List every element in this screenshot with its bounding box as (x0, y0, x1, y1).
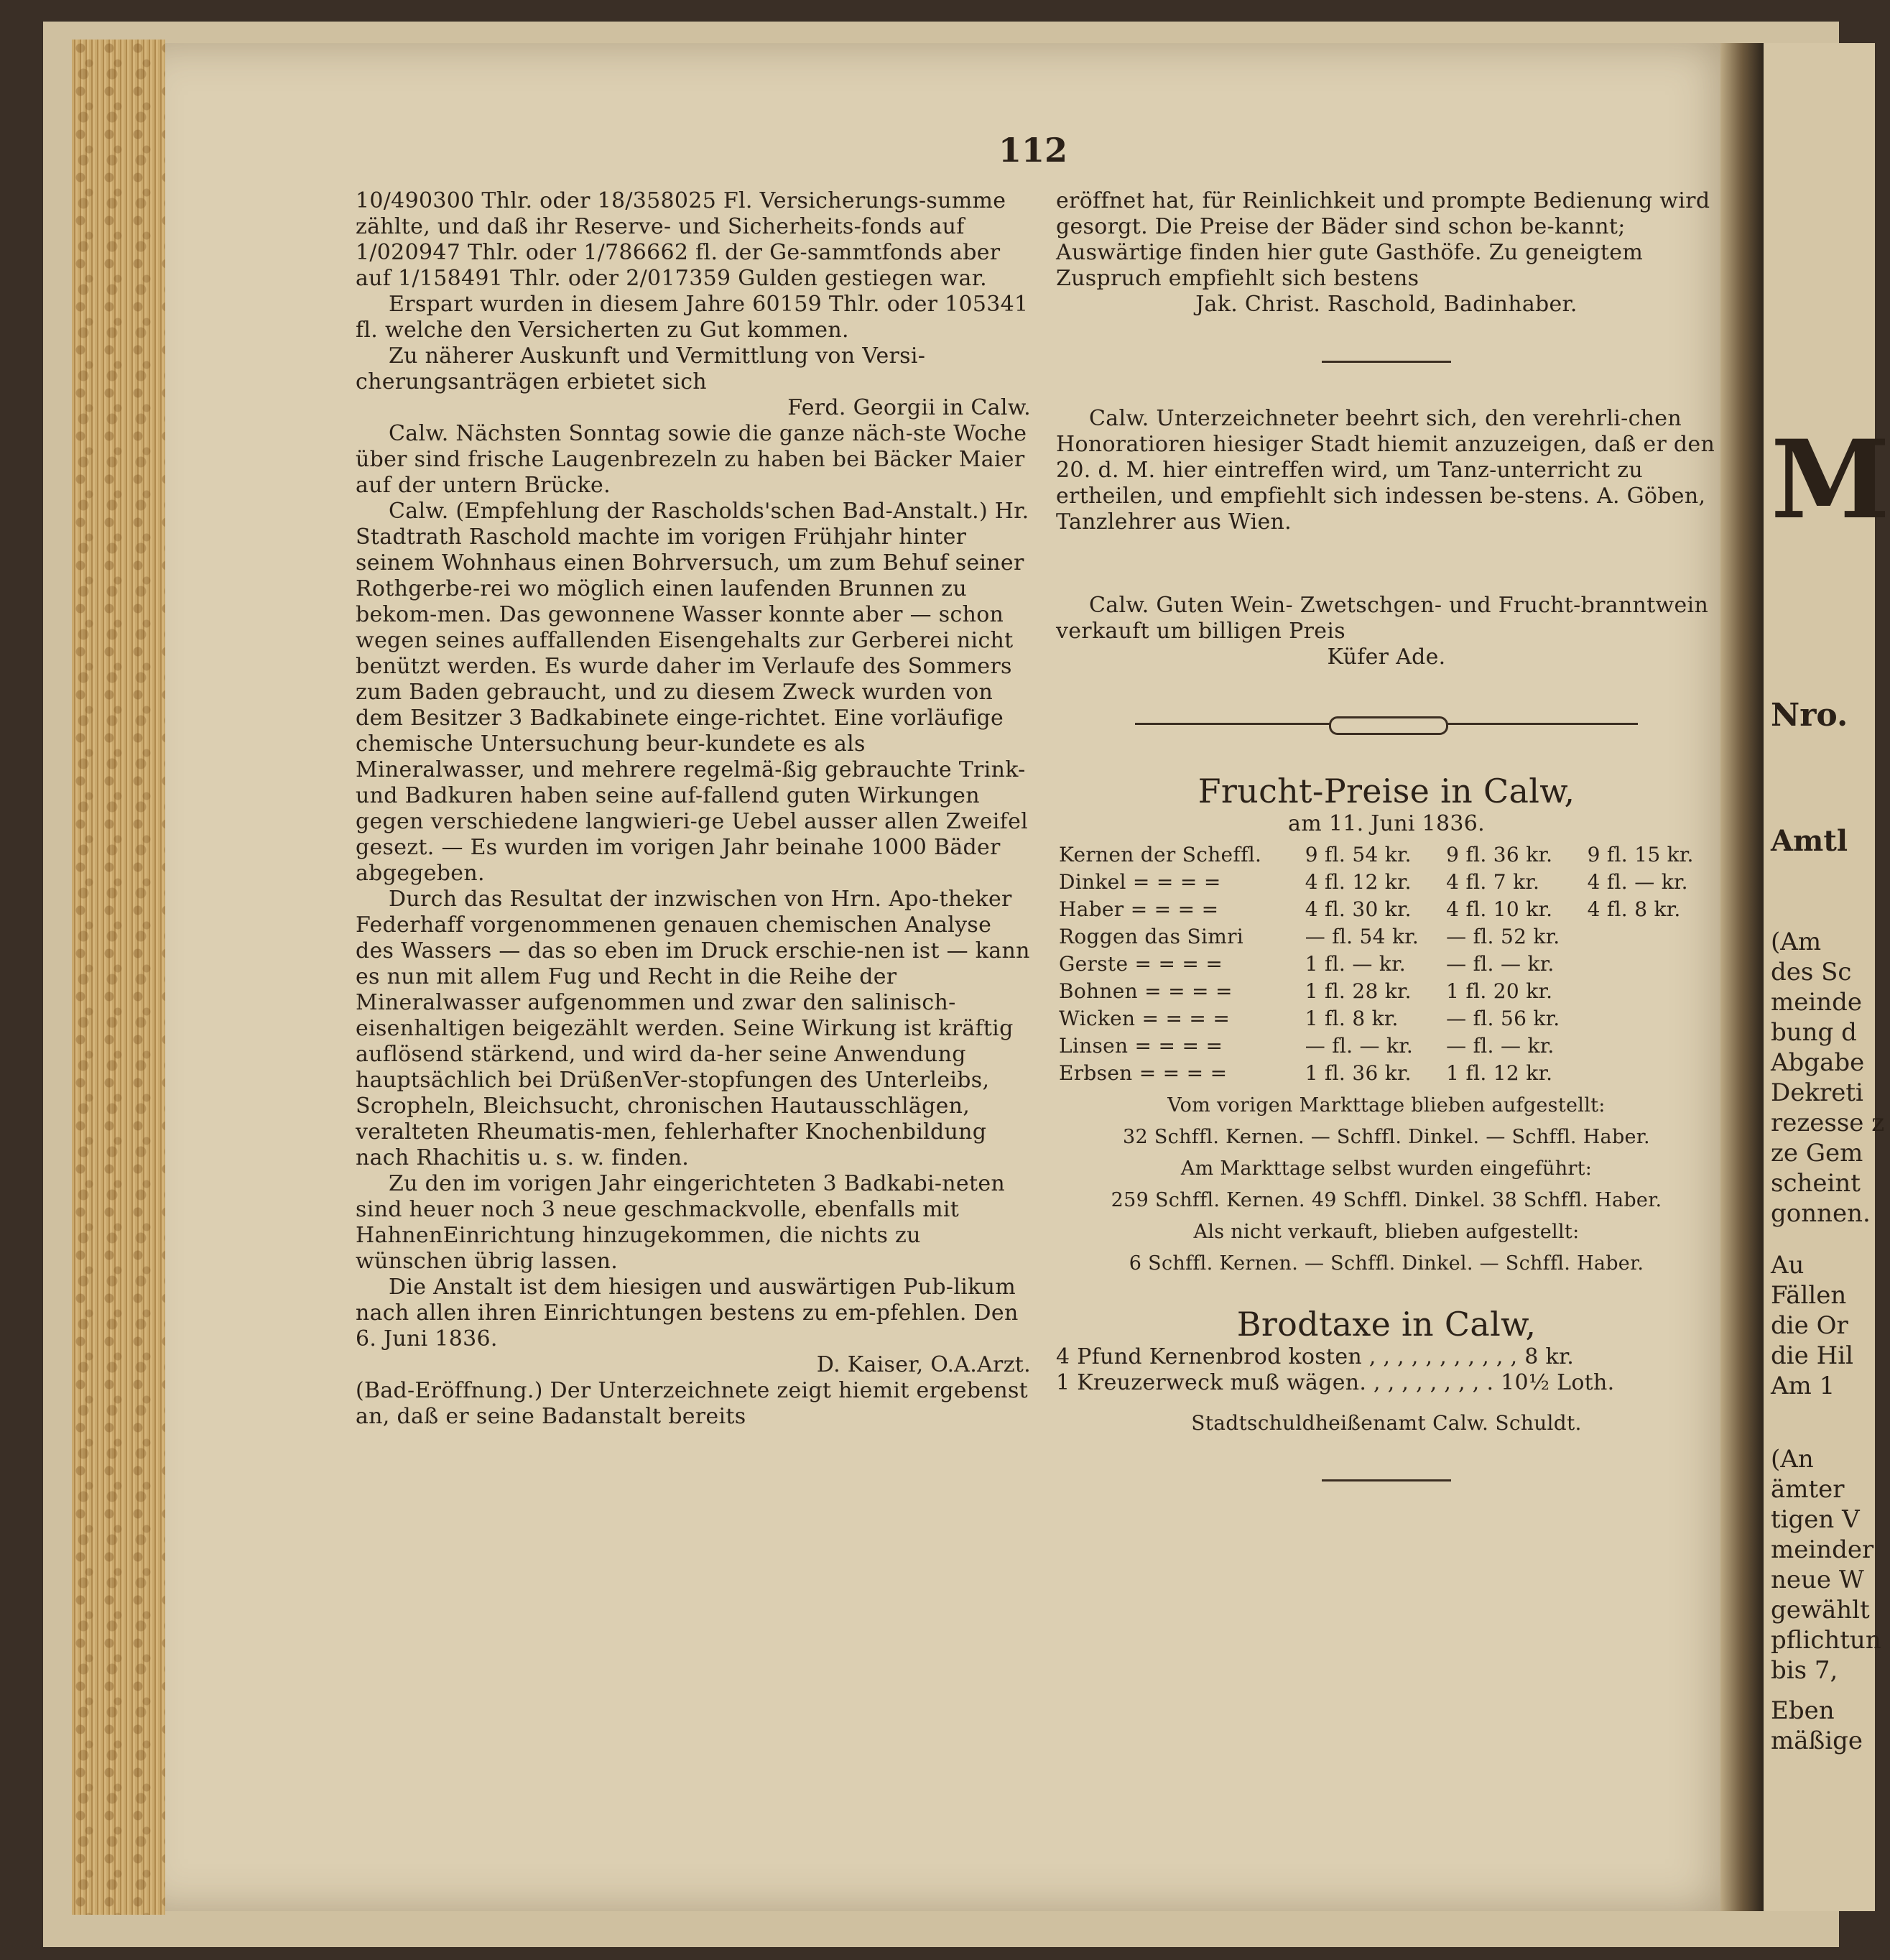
next-page-text-fragment: meinder (1771, 1535, 1874, 1564)
price-cell: 4 fl. 7 kr. (1446, 870, 1540, 894)
market-note: Vom vorigen Markttage blieben aufgestellt: (1167, 1094, 1606, 1117)
market-note: Am Markttage selbst wurden eingeführt: (1180, 1157, 1593, 1180)
left-column-paragraph: D. Kaiser, O.A.Arzt. (816, 1352, 1031, 1377)
price-row (1056, 869, 1717, 896)
bread-tax-title: Brodtaxe in Calw, (1236, 1305, 1537, 1344)
price-cell: 1 fl. 8 kr. (1305, 1007, 1399, 1030)
left-column-paragraph: Zu den im vorigen Jahr eingerichteten 3 Badkabi-neten sind heuer noch 3 neue geschmackvolle, ebenfalls mit HahnenEinrichtung hinzugekommen, die nichts zu wünschen übrig lassen. (356, 1171, 1005, 1274)
brandy-notice-paragraph: Küfer Ade. (1327, 644, 1446, 670)
next-page-text-fragment: die Hil (1771, 1341, 1853, 1370)
price-cell: 9 fl. 36 kr. (1446, 843, 1553, 866)
next-page-text-fragment: tigen V (1771, 1505, 1860, 1534)
price-row (1056, 1060, 1717, 1087)
left-column (356, 188, 1031, 1430)
ornamental-divider (1135, 713, 1638, 735)
price-cell: 9 fl. 54 kr. (1305, 843, 1412, 866)
separator-rule-bottom (1322, 1479, 1451, 1481)
fruit-prices-title: Frucht-Preise in Calw, (1198, 772, 1575, 810)
price-grain-label: Haber = = = = (1059, 897, 1219, 921)
price-row (1056, 951, 1717, 978)
page-edges (72, 40, 165, 1915)
price-row (1056, 896, 1717, 923)
next-page-fragment (1764, 43, 1890, 1911)
price-cell: 1 fl. 20 kr. (1446, 979, 1553, 1003)
fruit-prices-table (1056, 841, 1717, 1087)
price-cell: 9 fl. 15 kr. (1587, 843, 1694, 866)
price-grain-label: Bohnen = = = = (1059, 979, 1233, 1003)
brandy-notice (1056, 593, 1717, 670)
next-page-text-fragment: mäßige (1771, 1726, 1863, 1755)
next-page-text-fragment: neue W (1771, 1566, 1864, 1594)
next-page-text-fragment: Eben (1771, 1696, 1835, 1725)
price-grain-label: Linsen = = = = (1059, 1034, 1223, 1058)
price-cell (1585, 1060, 1717, 1087)
next-page-text-fragment: des Sc (1771, 958, 1852, 986)
price-row (1056, 978, 1717, 1005)
price-grain-label: Kernen der Scheffl. (1059, 843, 1262, 866)
price-cell: 1 fl. 28 kr. (1305, 979, 1412, 1003)
price-grain-label: Gerste = = = = (1059, 952, 1223, 976)
next-page-text-fragment: bung d (1771, 1018, 1857, 1047)
separator-rule (1322, 361, 1451, 363)
bath-opening-paragraph: Jak. Christ. Raschold, Badinhaber. (1195, 292, 1578, 317)
next-page-text-fragment: die Or (1771, 1311, 1848, 1340)
left-column-paragraph: Calw. Nächsten Sonntag sowie die ganze näch-ste Woche über sind frische Laugenbrezeln zu haben bei Bäcker Maier auf der untern Brücke. (356, 421, 1027, 498)
next-page-text-fragment: Abgabe (1771, 1048, 1865, 1077)
price-cell: 1 fl. — kr. (1305, 952, 1406, 976)
next-page-text-fragment: (An (1771, 1445, 1814, 1474)
next-page-text-fragment: pflichtun (1771, 1626, 1881, 1655)
market-note: 259 Schffl. Kernen. 49 Schffl. Dinkel. 38 Schffl. Haber. (1111, 1189, 1662, 1211)
price-cell: 4 fl. 30 kr. (1305, 897, 1412, 921)
price-cell (1585, 951, 1717, 978)
bread-signature: Stadtschuldheißenamt Calw. Schuldt. (1191, 1411, 1582, 1435)
next-page-text-fragment: gonnen. (1771, 1199, 1871, 1228)
book-gutter (1720, 43, 1764, 1911)
price-row (1056, 923, 1717, 951)
price-grain-label: Roggen das Simri (1059, 925, 1244, 948)
price-cell: 4 fl. 10 kr. (1446, 897, 1553, 921)
brandy-notice-paragraph: Calw. Guten Wein- Zwetschgen- und Frucht-branntwein verkauft um billigen Preis (1056, 593, 1709, 644)
price-cell: — fl. 54 kr. (1305, 925, 1419, 948)
price-row (1056, 841, 1717, 869)
right-column (1056, 188, 1717, 1525)
price-cell (1585, 1005, 1717, 1032)
left-column-paragraph: Die Anstalt ist dem hiesigen und auswärtigen Pub-likum nach allen ihren Einrichtungen bestens zu em-pfehlen. Den 6. Juni 1836. (356, 1275, 1019, 1351)
fruit-prices-date: am 11. Juni 1836. (1288, 811, 1485, 836)
next-page-text-fragment: Dekreti (1771, 1078, 1863, 1107)
dance-notice-paragraph: Calw. Unterzeichneter beehrt sich, den verehrli-chen Honoratioren hiesiger Stadt hiemit anzuzeigen, daß er den 20. d. M. hier eintreffen wird, um Tanz-unterricht zu ertheilen, und empfiehlt sich indessen be-stens. A. Göben, Tanzlehrer aus Wien. (1056, 406, 1715, 535)
left-column-paragraph: Calw. (Empfehlung der Rascholds'schen Bad-Anstalt.) Hr. Stadtrath Raschold machte im vorigen Frühjahr hinter seinem Wohnhaus einen Bohrversuch, um zum Behuf seiner Rothgerbe-rei wo möglich einen laufenden Brunnen zu bekom-men. Das gewonnene Wasser konnte aber — schon wegen seines auffallenden Eisengehalts zur Gerberei nicht benützt werden. Es wurde daher im Verlaufe des Sommers zum Baden gebraucht, und zu diesem Zweck wurden von dem Besitzer 3 Badkabinete einge-richtet. Eine vorläufige chemische Untersuchung beur-kundete es als Mineralwasser, und mehrere regelmä-ßig gebrauchte Trink- und Badkuren haben seine auf-fallend guten Wirkungen gegen verschiedene langwieri-ge Uebel ausser allen Zweifel gesezt. — Es wurden im vorigen Jahr beinahe 1000 Bäder abgegeben. (356, 499, 1029, 886)
price-row (1056, 1005, 1717, 1032)
price-cell (1585, 1032, 1717, 1060)
left-column-paragraph: 10/490300 Thlr. oder 18/358025 Fl. Versicherungs-summe zählte, und daß ihr Reserve- und Sicherheits-fonds auf 1/020947 Thlr. oder 1/786662 fl. der Ge-sammtfonds aber auf 1/158491 Thlr. oder 2/017359 Gulden gestiegen war. (356, 188, 1006, 291)
bread-line-2: 1 Kreuzerweck muß wägen. , , , , , , , , . 10½ Loth. (1056, 1370, 1615, 1395)
dance-lesson-notice (1056, 406, 1717, 535)
price-cell: — fl. — kr. (1446, 1034, 1555, 1058)
price-grain-label: Erbsen = = = = (1059, 1061, 1228, 1085)
price-cell: 4 fl. 12 kr. (1305, 870, 1412, 894)
price-grain-label: Dinkel = = = = (1059, 870, 1221, 894)
next-page-text-fragment: meinde (1771, 988, 1863, 1017)
left-column-paragraph: Ferd. Georgii in Calw. (787, 395, 1031, 420)
left-column-paragraph: Durch das Resultat der inzwischen von Hrn. Apo-theker Federhaff vorgenommenen genauen chemischen Analyse des Wassers — das so eben im Druck erschie-nen ist — kann es nun mit allem Fug und Recht in die Reihe der Mineralwasser aufgenommen und zwar den salinisch-eisenhaltigen beigezählt werden. Seine Wirkung ist kräftig auflösend stärkend, und wird da-her seine Anwendung hauptsächlich bei DrüßenVer-stopfungen des Unterleibs, Scropheln, Bleichsucht, chronischen Hautausschlägen, veralteten Rheumatis-men, fehlerhafter Knochenbildung nach Rhachitis u. s. w. finden. (356, 887, 1030, 1170)
next-page-text-fragment: rezesse z (1771, 1109, 1885, 1137)
price-cell: 4 fl. 8 kr. (1587, 897, 1681, 921)
fruit-prices-notes (1056, 1090, 1717, 1280)
bath-opening-continued (1056, 188, 1717, 318)
market-note: 6 Schffl. Kernen. — Schffl. Dinkel. — Schffl. Haber. (1129, 1252, 1644, 1275)
next-page-text-fragment: (Am (1771, 928, 1822, 956)
page-number: 112 (999, 131, 1068, 170)
price-cell: 4 fl. — kr. (1587, 870, 1688, 894)
next-page-text-fragment: ämter (1771, 1475, 1845, 1504)
price-cell: — fl. 56 kr. (1446, 1007, 1560, 1030)
price-cell: 1 fl. 36 kr. (1305, 1061, 1412, 1085)
price-cell: — fl. — kr. (1446, 952, 1555, 976)
bath-opening-paragraph: eröffnet hat, für Reinlichkeit und prompte Bedienung wird gesorgt. Die Preise der Bäder sind schon be-kannt; Auswärtige finden hier gute Gasthöfe. Zu geneigtem Zuspruch empfiehlt sich bestens (1056, 188, 1710, 291)
price-cell: 1 fl. 12 kr. (1446, 1061, 1553, 1085)
price-grain-label: Wicken = = = = (1059, 1007, 1231, 1030)
next-page-text-fragment: scheint (1771, 1169, 1861, 1198)
next-page-text-fragment: ze Gem (1771, 1139, 1863, 1168)
price-cell (1585, 923, 1717, 951)
market-note: 32 Schffl. Kernen. — Schffl. Dinkel. — Schffl. Haber. (1123, 1126, 1650, 1148)
left-column-paragraph: Erspart wurden in diesem Jahre 60159 Thlr. oder 105341 fl. welche den Versicherten zu Gut kommen. (356, 292, 1029, 343)
price-cell: — fl. — kr. (1305, 1034, 1414, 1058)
next-page-text-fragment: Am 1 (1771, 1372, 1835, 1400)
next-page-nro: Nro. (1771, 697, 1848, 734)
next-page-text-fragment: Au (1771, 1251, 1805, 1280)
price-cell (1585, 978, 1717, 1005)
bread-line-1: 4 Pfund Kernenbrod kosten , , , , , , , , , , , 8 kr. (1056, 1344, 1575, 1369)
next-page-text-fragment: gewählt (1771, 1596, 1870, 1624)
price-row (1056, 1032, 1717, 1060)
market-note: Als nicht verkauft, blieben aufgestellt: (1193, 1221, 1580, 1243)
next-page-amtl: Amtl (1771, 824, 1848, 858)
left-column-paragraph: (Bad-Eröffnung.) Der Unterzeichnete zeigt hiemit ergebenst an, daß er seine Badanstalt bereits (356, 1378, 1029, 1429)
price-cell: — fl. 52 kr. (1446, 925, 1560, 948)
next-page-text-fragment: bis 7, (1771, 1656, 1838, 1685)
next-page-big-letter: M (1771, 417, 1890, 543)
next-page-text-fragment: Fällen (1771, 1281, 1847, 1310)
left-column-paragraph: Zu näherer Auskunft und Vermittlung von Versi-cherungsanträgen erbietet sich (356, 343, 926, 394)
